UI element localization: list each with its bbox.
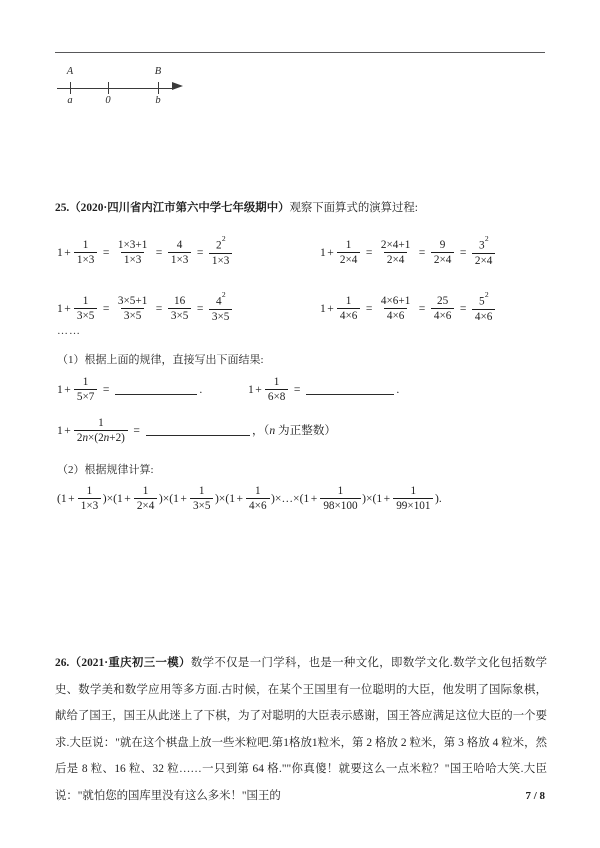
equation-4x6: 1 + $\frac{1}{4\times 6}$ = $\frac{4\times 6+1}{4\times 6}$ = $\frac{25}{4\times 6}$ = $\frac{5^2}{4\times 6}$	[320, 294, 497, 323]
number-line-tick-b	[158, 82, 159, 94]
eq4-lhs-fraction: $\frac{1}{4\times 6}$	[337, 295, 361, 322]
general-term-denominator: 2n×(2n+2)	[74, 430, 128, 444]
eq1-step3: $\frac{2^2}{1\times 3}$	[209, 238, 233, 267]
eq2-step2: $\frac{9}{2\times 4}$	[431, 239, 455, 266]
equation-2x4: 1 + $\frac{1}{2\times 4}$ = $\frac{2\times 4+1}{2\times 4}$ = $\frac{9}{2\times 4}$ = $\frac{3^2}{2\times 4}$	[320, 238, 497, 267]
eq2-lhs-fraction: $\frac{1}{2\times 4}$	[337, 239, 361, 266]
eq1-int: 1	[57, 245, 63, 259]
eq1-step2: $\frac{4}{1\times 3}$	[168, 239, 192, 266]
question-26-body: 数学不仅是一门学科，也是一种文化，即数学文化.数学文化包括数学史、数学美和数学应用等多方面.古时候，在某个王国里有一位聪明的大臣，他发明了国际象棋，献给了国王，国王从此迷上了下棋，为了对聪明的大臣表示感谢，国王答应满足这位大臣的一个要求.大臣说："就在这个棋盘上放一些米粒吧.第1格放1粒米，第 2 格放 2 粒米，第 3 格放 4 粒米，然后是 8 粒、16 粒、32 粒……一只到第 64 格.""你真傻！就要这么一点米粒？"国王哈哈大笑.大臣说："就怕您的国库里没有这么多米！"国王的	[55, 657, 547, 802]
eq4-step3: $\frac{5^2}{4\times 6}$	[472, 294, 496, 323]
answer-blank-general[interactable]	[146, 426, 250, 436]
product-term-4: $\frac{1}{4\times 6}$	[246, 485, 270, 512]
eq4-int: 1	[320, 301, 326, 315]
number-line-tick-zero	[108, 82, 109, 94]
number-line-label-B: B	[154, 66, 162, 77]
number-line-tick-a	[70, 82, 71, 94]
blank-eq2-fraction: $\frac{1}{6\times 8}$	[265, 376, 289, 403]
number-line-label-A: A	[66, 66, 74, 77]
answer-blank-6x8[interactable]	[306, 385, 394, 395]
question-25-source: （2020·四川省内江市第六中学七年级期中）	[69, 202, 290, 214]
eq3-lhs-fraction: $\frac{1}{3\times 5}$	[74, 295, 98, 322]
product-expression: ( 1 + $\frac{1}{1\times 3}$ )×( 1 + $\frac{1}{2\times 4}$ )×( 1 + $\frac{1}{3\times 5}$ )×( 1 + $\frac{1}{4\times 6}$ ) ×…× ( 1 + $\frac{1}{98\times 100}$ )×( 1 + $\frac{1}{99\times 101}$ ) .	[57, 485, 442, 513]
question-25-heading	[55, 200, 418, 216]
eq4-step2: $\frac{25}{4\times 6}$	[431, 295, 455, 322]
eq3-int: 1	[57, 301, 63, 315]
pattern-ellipsis: ……	[57, 325, 81, 337]
product-ellipsis: ×…×	[274, 491, 300, 505]
equation-1x3: 1 + $\frac{1}{1\times 3}$ = $\frac{1\times 3+1}{1\times 3}$ = $\frac{4}{1\times 3}$ = $\frac{2^2}{1\times 3}$	[57, 238, 234, 267]
question-26-number: 26.	[55, 657, 70, 669]
blank-eq1-fraction: $\frac{1}{5\times 7}$	[74, 376, 98, 403]
number-line-label-a: a	[67, 95, 73, 106]
product-term-2: $\frac{1}{2\times 4}$	[134, 485, 158, 512]
eq3-step1: $\frac{3\times 5+1}{3\times 5}$	[117, 294, 148, 322]
eq3-step3: $\frac{4^2}{3\times 5}$	[209, 294, 233, 323]
number-line-label-b: b	[155, 95, 161, 106]
question-25-number: 25.	[55, 202, 70, 214]
answer-blank-5x7[interactable]	[115, 385, 197, 395]
header-divider	[55, 52, 545, 53]
product-term-5: $\frac{1}{98\times 100}$	[320, 485, 360, 512]
question-25-part1-label: （1）根据上面的规律，直接写出下面结果:	[57, 354, 264, 366]
product-term-1: $\frac{1}{1\times 3}$	[78, 485, 102, 512]
eq1-step1: $\frac{1\times 3+1}{1\times 3}$	[117, 238, 148, 266]
question-25-prompt: 观察下面算式的演算过程:	[289, 202, 418, 214]
product-term-6: $\frac{1}{99\times 101}$	[393, 485, 433, 512]
number-line-arrow-icon	[172, 82, 183, 90]
eq4-step1: $\frac{4\times 6+1}{4\times 6}$	[380, 294, 411, 322]
blank-equation-general: 1 + $\frac{1}{2n\times(2n+2)}$ = ，（n 为正整数）	[57, 417, 337, 445]
general-note: ，（n 为正整数）	[251, 423, 337, 437]
product-term-3: $\frac{1}{3\times 5}$	[190, 485, 214, 512]
eq3-step2: $\frac{16}{3\times 5}$	[168, 295, 192, 322]
eq2-step3: $\frac{3^2}{2\times 4}$	[472, 238, 496, 267]
number-line-label-zero: 0	[105, 95, 111, 106]
question-25-part2-label: （2）根据规律计算:	[57, 464, 154, 476]
blank-equation-6x8: 1 + $\frac{1}{6\times 8}$ = .	[248, 376, 400, 404]
blank-equation-5x7: 1 + $\frac{1}{5\times 7}$ = .	[57, 376, 203, 404]
question-26-source: （2021·重庆初三一模）	[69, 657, 191, 669]
eq1-lhs-fraction: $\frac{1}{1\times 3}$	[74, 239, 98, 266]
general-term-fraction: $\frac{1}{2n\times(2n+2)}$	[74, 417, 128, 444]
eq2-int: 1	[320, 245, 326, 259]
question-26-paragraph	[55, 650, 547, 809]
number-line-figure	[52, 64, 202, 110]
equation-3x5: 1 + $\frac{1}{3\times 5}$ = $\frac{3\times 5+1}{3\times 5}$ = $\frac{16}{3\times 5}$ = $\frac{4^2}{3\times 5}$	[57, 294, 234, 323]
page-number: 7 / 8	[525, 790, 545, 802]
eq2-step1: $\frac{2\times 4+1}{2\times 4}$	[380, 238, 411, 266]
